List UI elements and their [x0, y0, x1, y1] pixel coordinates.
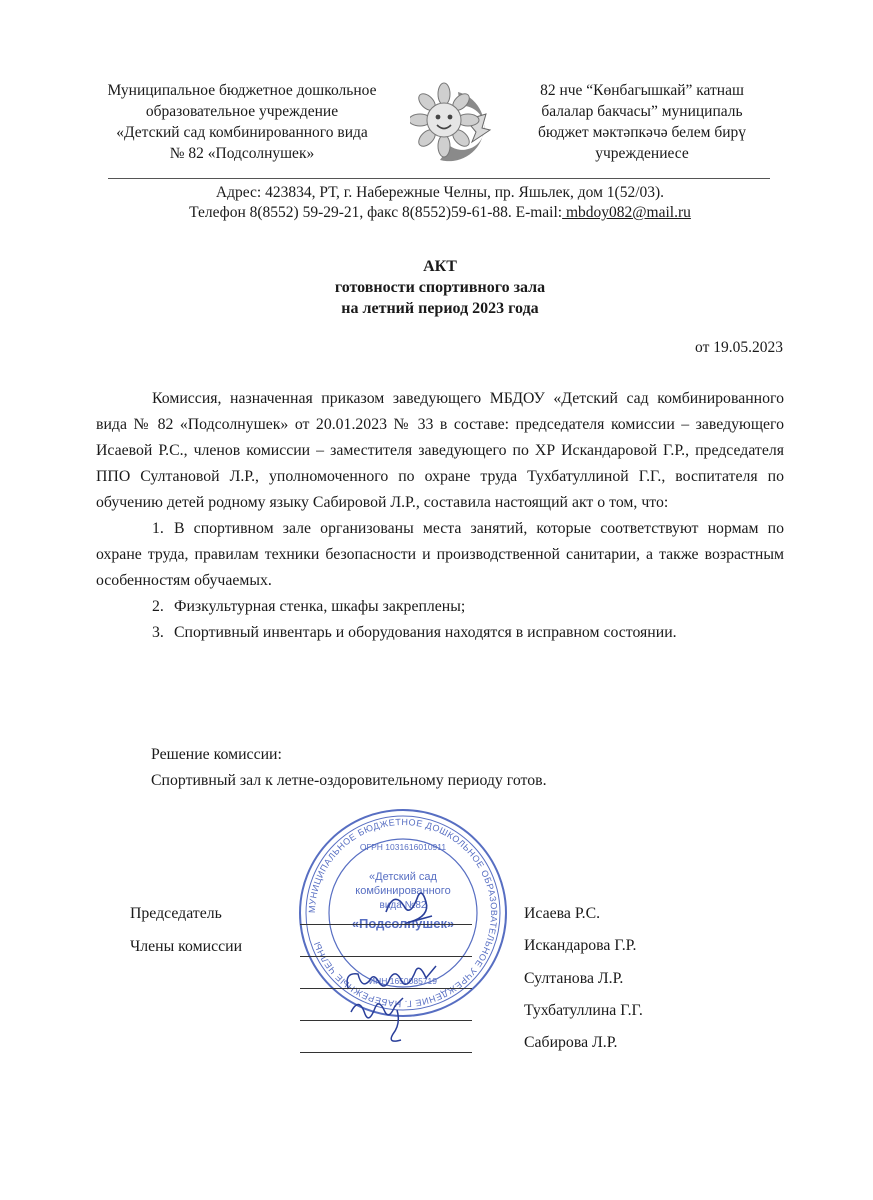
document-date: от 19.05.2023: [695, 339, 783, 356]
org-name-line: № 82 «Подсолнушек»: [169, 145, 315, 162]
signature-line: [300, 1052, 472, 1053]
header-divider: [108, 178, 770, 179]
member-signature: [345, 990, 425, 1050]
stamp-inn: ИНН 1650085719: [368, 976, 438, 986]
stamp-center-line: «Подсолнушек»: [351, 916, 455, 931]
email-link[interactable]: mbdoy082@mail.ru: [562, 204, 691, 221]
list-item: [96, 620, 784, 646]
chair-signature: [380, 882, 440, 932]
title-line: готовности спортивного зала: [334, 279, 546, 296]
document-title: [160, 256, 720, 319]
list-item: [96, 594, 784, 620]
address-line: Адрес: 423834, РТ, г. Набережные Челны, пр. Яшьлек, дом 1(52/03).: [215, 184, 665, 201]
stamp-center-line: «Детский сад: [369, 871, 437, 883]
title-line: на летний период 2023 года: [341, 300, 539, 317]
decision-label: Решение комиссии:: [151, 746, 282, 763]
signatory-name: Сабирова Л.Р.: [524, 1034, 618, 1051]
phone-fax-text: Телефон 8(8552) 59-29-21, факс 8(8552)59-61-88. E-mail:: [189, 204, 563, 221]
sunflower-logo-icon: [410, 80, 496, 170]
item-number: 2.: [152, 598, 164, 615]
contacts-line: [100, 203, 780, 223]
stamp-ogrn: ОГРН 1031616010911: [359, 842, 447, 852]
list-item: [96, 516, 784, 594]
signatory-name: Султанова Л.Р.: [524, 970, 624, 987]
org-name-line: Муниципальное бюджетное дошкольное: [107, 82, 377, 99]
org-name-tatar: [508, 80, 776, 164]
document-body: [96, 386, 784, 646]
org-name-line: учреждениесе: [595, 145, 689, 162]
signature-line: [300, 956, 472, 957]
org-name-russian: [78, 80, 406, 164]
item-text: В спортивном зале организованы места занятий, которые соответствуют нормам по охране труда, правилам техники безопасности и производственной санитарии, а также возрастным особенностям обучаемых.: [96, 520, 784, 589]
title-line: АКТ: [423, 258, 457, 275]
commission-decision: [151, 742, 751, 794]
decision-text: Спортивный зал к летне-оздоровительному периоду готов.: [151, 772, 547, 789]
intro-paragraph: Комиссия, назначенная приказом заведующего МБДОУ «Детский сад комбинированного вида № 82 «Подсолнушек» от 20.01.2023 № 33 в составе: председателя комиссии – заведующего Исаевой Р.С., членов комиссии – заместителя заведующего по ХР Искандаровой Г.Р., председателя ППО Султановой Л.Р., уполномоченного по охране труда Тухбатуллиной Г.Г., воспитателя по обучению детей родному языку Сабировой Л.Р., составила настоящий акт о том, что:: [96, 390, 784, 511]
org-name-line: бюджет мәктәпкәчә белем бирү: [537, 124, 747, 141]
chair-label: Председатель: [130, 905, 222, 922]
members-label: Члены комиссии: [130, 938, 243, 955]
item-number: 3.: [152, 624, 164, 641]
item-number: 1.: [152, 520, 164, 537]
stamp-center-line: комбинированного: [355, 885, 451, 897]
org-name-line: 82 нче “Көнбагышкай” катнаш: [540, 82, 744, 99]
signatory-name: Тухбатуллина Г.Г.: [524, 1002, 643, 1019]
org-name-line: балалар бакчасы” муниципаль: [541, 103, 743, 120]
stamp-center-line: вида №82: [379, 900, 427, 911]
item-text: Физкультурная стенка, шкафы закреплены;: [174, 598, 466, 615]
address-block: [100, 183, 780, 223]
org-name-line: «Детский сад комбинированного вида: [116, 124, 368, 141]
stamp-outer-text: МУНИЦИПАЛЬНОЕ БЮДЖЕТНОЕ ДОШКОЛЬНОЕ ОБРАЗОВАТЕЛЬНОЕ УЧРЕЖДЕНИЕ Г. НАБЕРЕЖНЫЕ ЧЕЛНЫ: [306, 816, 500, 1010]
org-name-line: образовательное учреждение: [145, 103, 339, 120]
signatory-name: Исаева Р.С.: [524, 905, 601, 922]
item-text: Спортивный инвентарь и оборудования находятся в исправном состоянии.: [174, 624, 677, 641]
signatory-name: Искандарова Г.Р.: [524, 937, 637, 954]
findings-list: [96, 516, 784, 646]
